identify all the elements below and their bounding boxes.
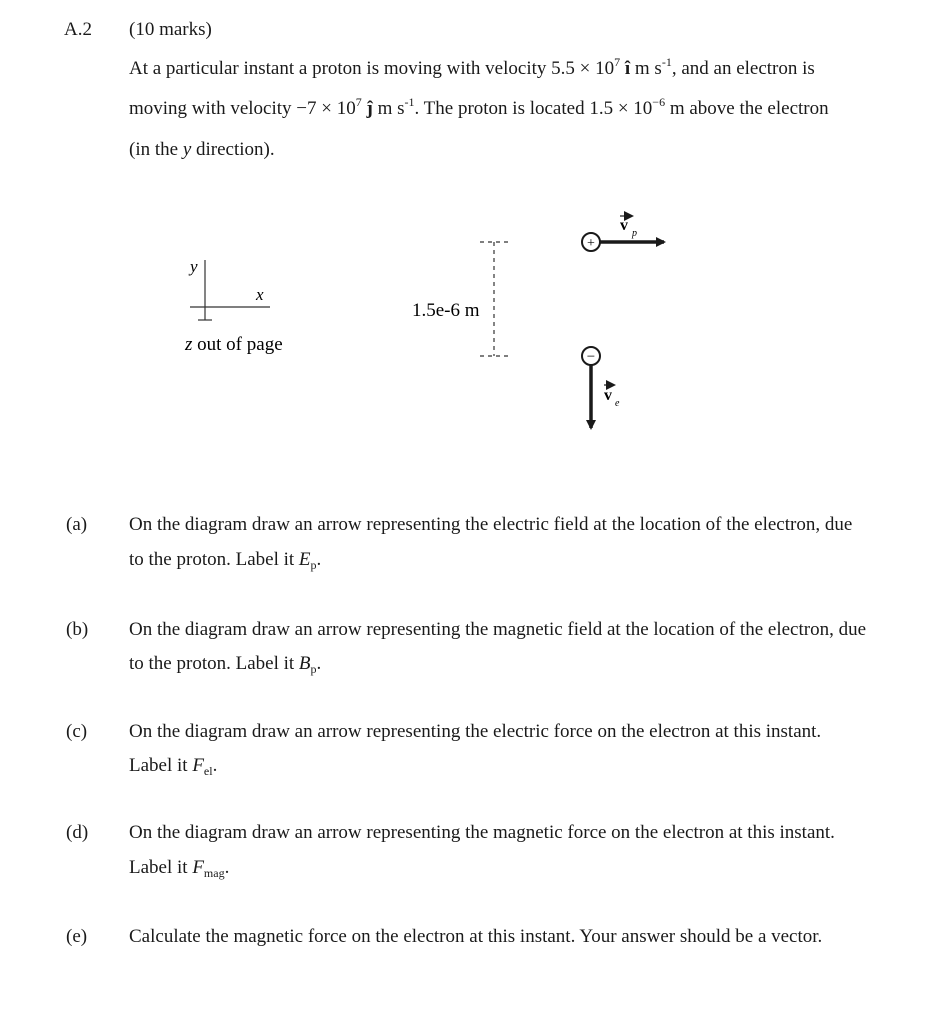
part-e-text-line-1: Calculate the magnetic force on the electron at this instant. Your answer should be a vector. — [129, 926, 823, 947]
axis-x-label: x — [256, 285, 264, 304]
svg-text:v: v — [604, 387, 612, 404]
part-b-text-line-1: On the diagram draw an arrow representing the magnetic field at the location of the electron, due — [129, 619, 867, 640]
intro-line-2: moving with velocity $-7 \times 10^7$ ĵ m $s^{-1}$. The proton is located $1.5 \times 10^{-6}$ m above the electron — [129, 95, 829, 119]
intro-line-1: At a particular instant a proton is moving with velocity $5.5 \times 10^7$ î m $s^{-1}$, and an electron is — [129, 55, 815, 79]
ve-label — [604, 385, 620, 409]
part-d-text-line-2: Label it $F_{mag}$. — [129, 857, 230, 880]
part-a-text-line-1: On the diagram draw an arrow representing the electric field at the location of the electron, due — [129, 514, 853, 535]
intro-line-3: (in the y direction). — [129, 139, 275, 160]
part-b-text-line-2: to the proton. Label it $B_p$. — [129, 653, 322, 676]
physics-diagram — [0, 190, 952, 450]
svg-text:e: e — [615, 398, 620, 409]
svg-text:v: v — [620, 217, 628, 234]
question-marks: (10 marks) — [129, 19, 212, 40]
question-number: A.2 — [64, 19, 92, 40]
proton-sign: + — [587, 236, 595, 251]
part-c-text-line-2: Label it $F_{el}$. — [129, 755, 218, 778]
axis-y-label: y — [190, 257, 198, 276]
vp-label — [620, 216, 637, 239]
axis-caption: z out of page — [185, 334, 283, 355]
electron-sign: − — [586, 349, 596, 365]
separation-marker — [480, 242, 508, 356]
part-c-text-line-1: On the diagram draw an arrow representing the electric force on the electron at this instant. — [129, 721, 822, 742]
svg-text:p: p — [632, 228, 637, 239]
part-e-label: (e) — [66, 926, 88, 947]
part-d-label: (d) — [66, 822, 89, 843]
part-a-text-line-2: to the proton. Label it $E_p$. — [129, 549, 322, 572]
separation-label: 1.5e-6 m — [412, 300, 480, 321]
part-c-label: (c) — [66, 721, 88, 742]
part-a-label: (a) — [66, 514, 88, 535]
part-b-label: (b) — [66, 619, 89, 640]
part-d-text-line-1: On the diagram draw an arrow representing the magnetic force on the electron at this instant. — [129, 822, 835, 843]
